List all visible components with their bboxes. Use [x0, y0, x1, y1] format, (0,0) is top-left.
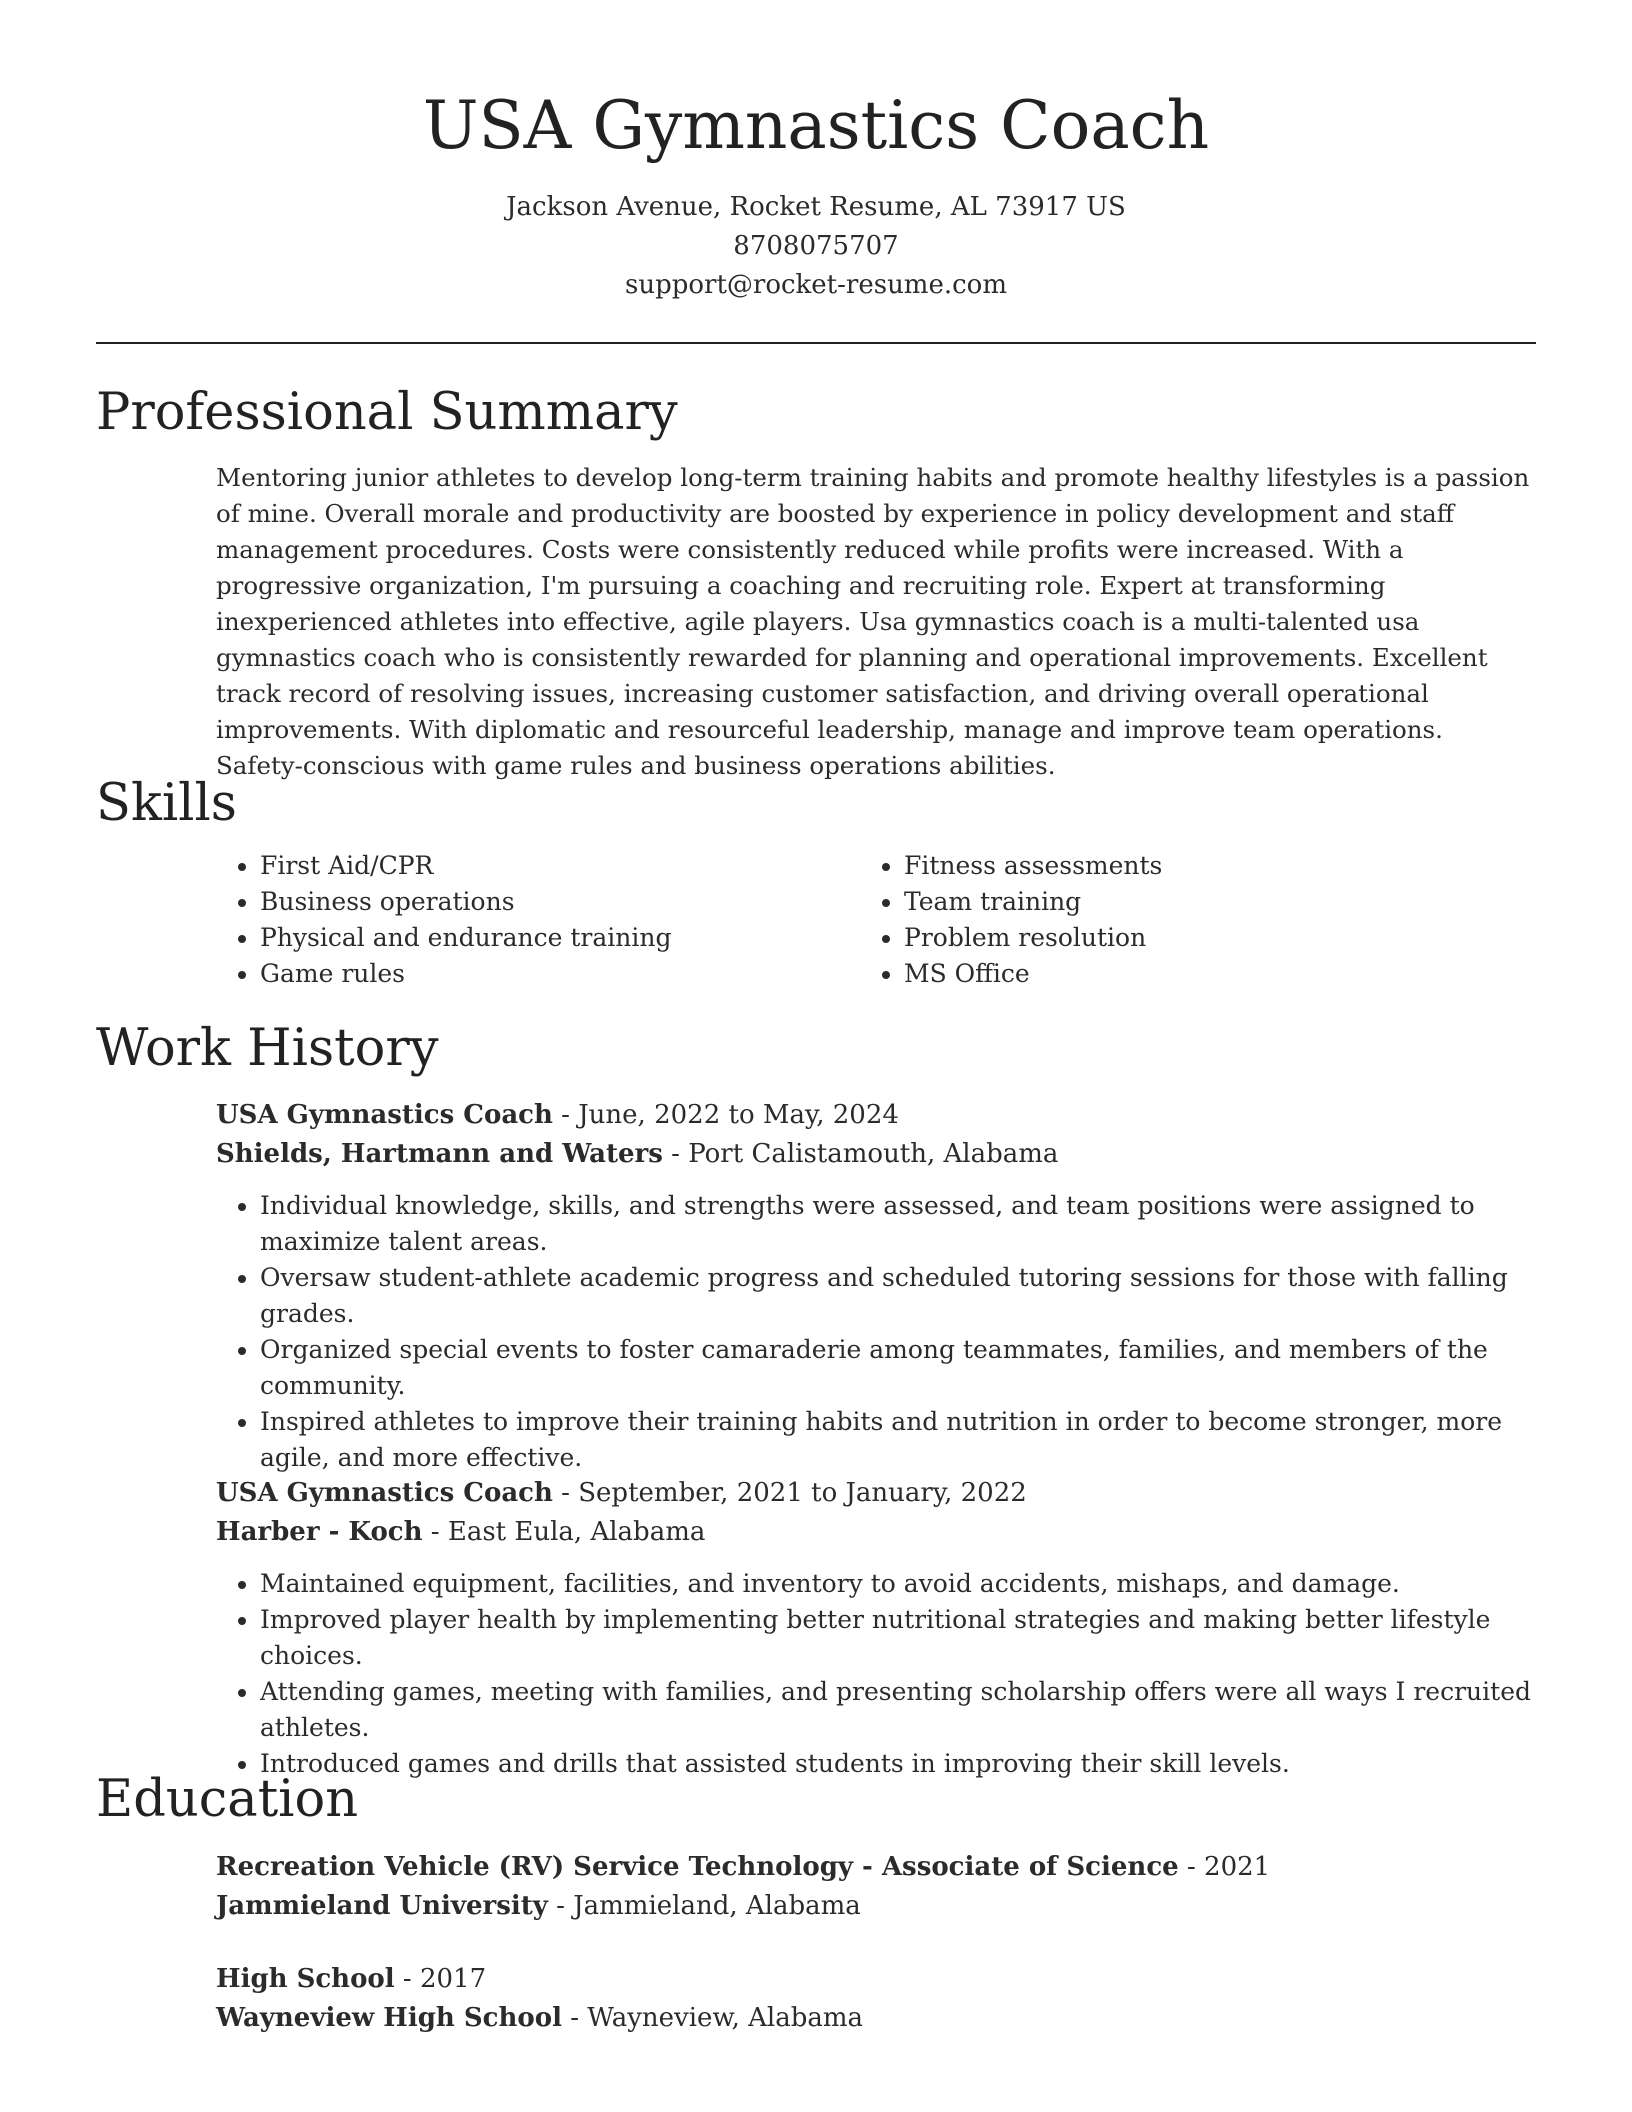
education-entry — [216, 1848, 1536, 1926]
job-location: - East Eula, Alabama — [422, 1517, 706, 1547]
school-location: - Wayneview, Alabama — [561, 2003, 864, 2033]
summary-text: Mentoring junior athletes to develop long-term training habits and promote healthy lifestyles is a passion of mine. Overall morale and productivity are boosted by experience in policy development and staff management procedures. Costs were consistently reduced while profits were increased. With a progressive organization, I'm pursuing a coaching and recruiting role. Expert at transforming inexperienced athletes into effective, agile players. Usa gymnastics coach is a multi-talented usa gymnastics coach who is consistently rewarded for planning and operational improvements. Excellent track record of resolving issues, increasing customer satisfaction, and driving overall operational improvements. With diplomatic and resourceful leadership, manage and improve team operations. Safety-conscious with game rules and business operations abilities. — [216, 463, 1530, 780]
skill-item: • MS Office — [904, 956, 1500, 992]
resume-header — [0, 82, 1632, 305]
degree-name: High School — [216, 1964, 395, 1994]
job-company: Harber - Koch — [216, 1517, 423, 1547]
degree-line — [216, 1848, 1536, 1887]
skill-item: • Physical and endurance training — [260, 920, 856, 956]
school-name: Jammieland University — [216, 1891, 548, 1921]
skill-item: • First Aid/CPR — [260, 848, 856, 884]
school-line — [216, 1999, 1536, 2038]
job-title-line — [216, 1474, 1536, 1513]
contact-email: support@rocket-resume.com — [624, 270, 1007, 300]
work-entry — [216, 1474, 1536, 1782]
job-location: - Port Calistamouth, Alabama — [662, 1139, 1059, 1169]
skills-column-left — [216, 848, 856, 992]
job-company: Shields, Hartmann and Waters — [216, 1139, 663, 1169]
skill-item: • Team training — [904, 884, 1500, 920]
skill-item: • Game rules — [260, 956, 856, 992]
job-bullet: • Oversaw student-athlete academic progress and scheduled tutoring sessions for those with falling grades. — [260, 1260, 1536, 1332]
job-employer-line — [216, 1513, 1536, 1552]
job-bullet: • Individual knowledge, skills, and strengths were assessed, and team positions were assigned to maximize talent areas. — [260, 1188, 1536, 1260]
job-employer-line — [216, 1135, 1536, 1174]
work-entry — [216, 1096, 1536, 1476]
job-bullet: • Attending games, meeting with families, and presenting scholarship offers were all ways I recruited athletes. — [260, 1674, 1536, 1746]
degree-name: Recreation Vehicle (RV) Service Technology - Associate of Science — [216, 1852, 1179, 1882]
job-title: USA Gymnastics Coach — [216, 1100, 553, 1130]
section-title-work-history: Work History — [96, 1019, 439, 1078]
skill-item: • Problem resolution — [904, 920, 1500, 956]
job-bullet: • Maintained equipment, facilities, and inventory to avoid accidents, mishaps, and damage. — [260, 1566, 1536, 1602]
skill-item: • Business operations — [260, 884, 856, 920]
school-name: Wayneview High School — [216, 2003, 562, 2033]
degree-line — [216, 1960, 1536, 1999]
job-bullets — [216, 1566, 1536, 1782]
school-location: - Jammieland, Alabama — [547, 1891, 861, 1921]
job-bullet: • Organized special events to foster camaraderie among teammates, families, and members of the community. — [260, 1332, 1536, 1404]
job-dates: - September, 2021 to January, 2022 — [552, 1478, 1027, 1508]
job-bullet: • Inspired athletes to improve their training habits and nutrition in order to become stronger, more agile, and more effective. — [260, 1404, 1536, 1476]
candidate-name: USA Gymnastics Coach — [422, 87, 1210, 164]
contact-phone: 8708075707 — [733, 231, 899, 261]
degree-year: - 2017 — [394, 1964, 487, 1994]
contact-address: Jackson Avenue, Rocket Resume, AL 73917 US — [506, 192, 1126, 222]
school-line — [216, 1887, 1536, 1926]
job-title: USA Gymnastics Coach — [216, 1478, 553, 1508]
section-title-summary: Professional Summary — [96, 383, 678, 442]
job-title-line — [216, 1096, 1536, 1135]
education-entry — [216, 1960, 1536, 2038]
job-bullet: • Introduced games and drills that assisted students in improving their skill levels. — [260, 1746, 1536, 1782]
job-dates: - June, 2022 to May, 2024 — [552, 1100, 899, 1130]
section-title-education: Education — [96, 1770, 359, 1829]
job-bullets — [216, 1188, 1536, 1476]
job-bullet: • Improved player health by implementing better nutritional strategies and making better lifestyle choices. — [260, 1602, 1536, 1674]
section-title-skills: Skills — [96, 774, 237, 833]
skill-item: • Fitness assessments — [904, 848, 1500, 884]
skills-column-right — [860, 848, 1500, 992]
degree-year: - 2021 — [1178, 1852, 1271, 1882]
header-divider — [96, 342, 1536, 344]
